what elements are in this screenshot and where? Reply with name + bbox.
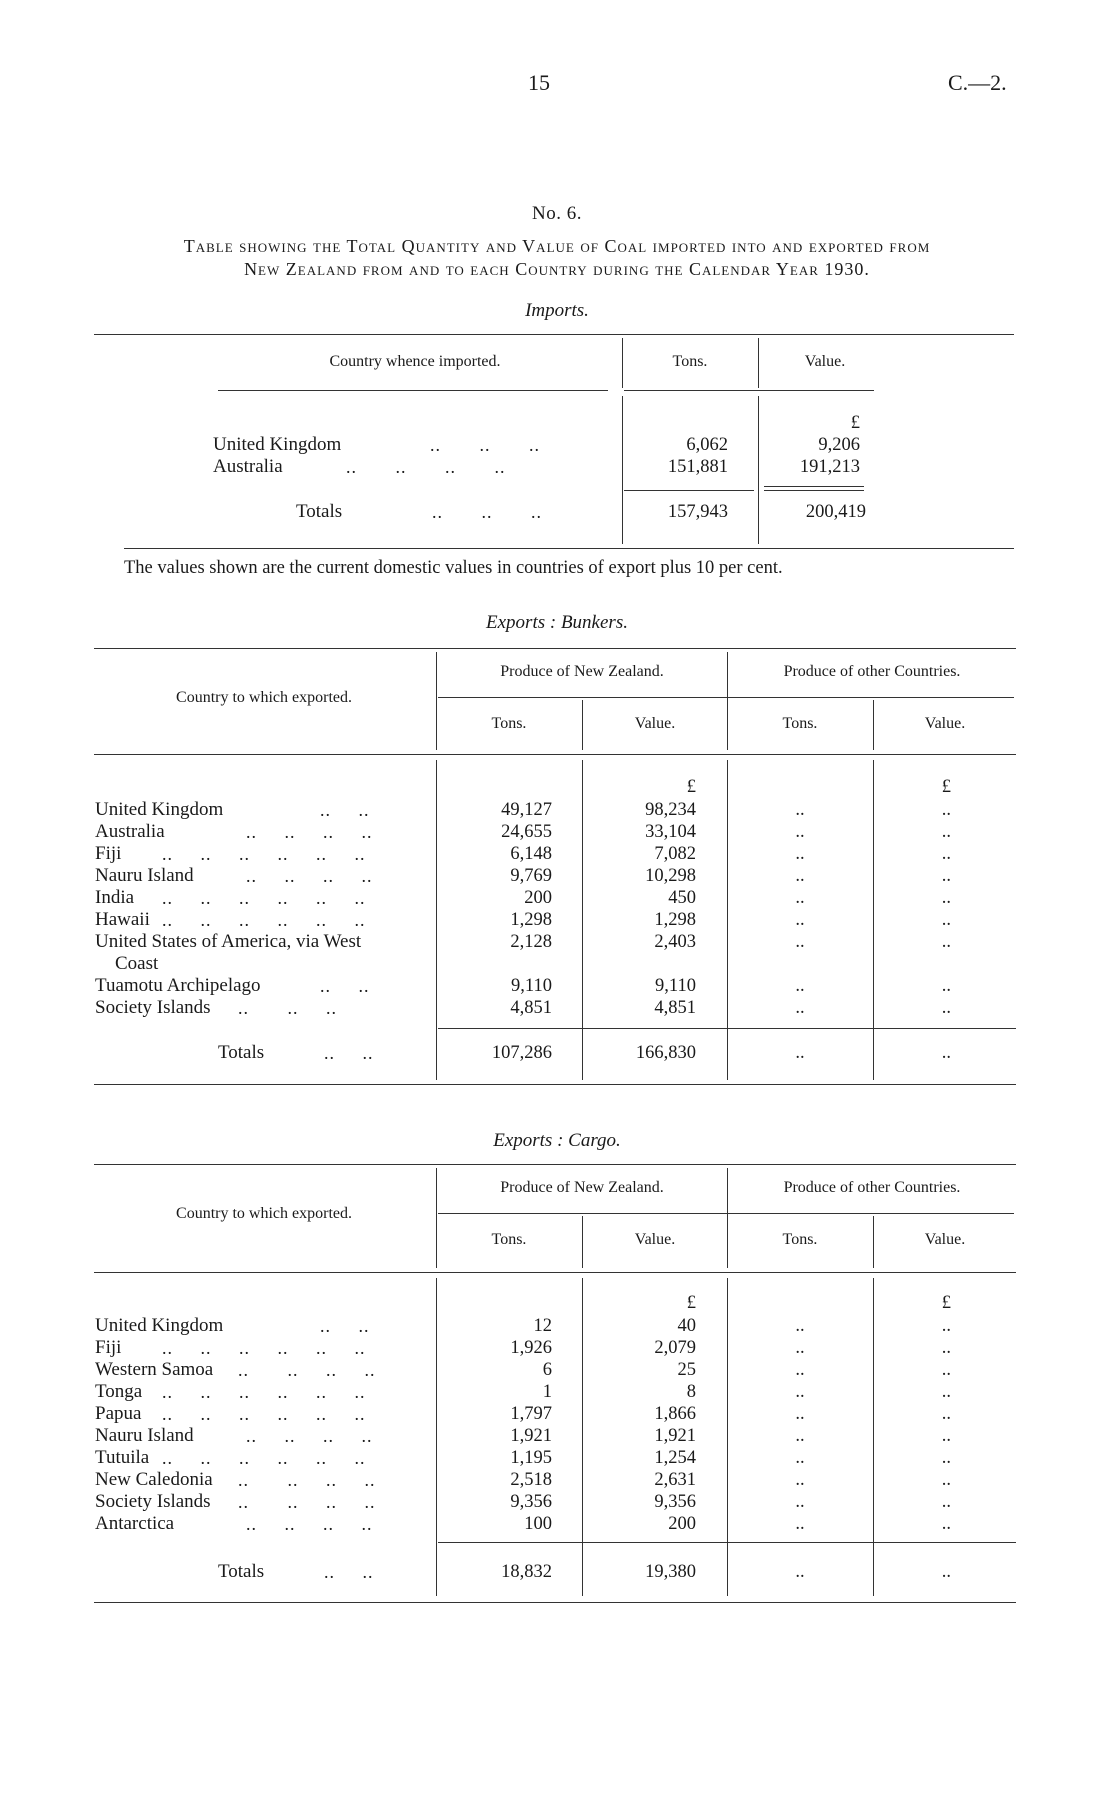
cargo-row-country: Society Islands [95,1491,211,1512]
leader-dots: .. .. .. .. [246,1426,373,1446]
cargo-row-value: 1,921 [654,1426,696,1446]
cargo-unit-nz: £ [686,1293,696,1313]
cargo-totals-label: Totals [218,1561,265,1582]
leader-dots: .. .. [324,1562,374,1582]
bunkers-row-tons: 9,769 [510,866,552,886]
leader-dots: .. .. .. .. .. .. [162,844,366,864]
imports-totals-tons: 157,943 [667,502,728,522]
rule [94,754,1016,755]
cargo-row-value: 40 [677,1316,696,1336]
cargo-row-other-tons: .. [795,1470,805,1490]
cargo-col-nz-tons: Tons. [491,1231,527,1248]
rule [624,390,874,391]
rule [622,396,623,544]
cargo-row-country: Tutuila [95,1447,150,1468]
bunkers-row-other-value: .. [941,976,951,996]
leader-dots: .. .. .. .. .. .. [162,1448,366,1468]
cargo-row-other-tons: .. [795,1360,805,1380]
cargo-row-tons: 12 [533,1316,552,1336]
bunkers-col-other-value: Value. [924,715,966,732]
imports-col-value: Value. [804,353,846,370]
bunkers-row-value: 9,110 [655,976,696,996]
rule [436,1278,437,1596]
imports-row-country: United Kingdom [213,434,342,455]
bunkers-row-other-value: .. [941,800,951,820]
rule [873,1216,874,1268]
imports-row-tons: 6,062 [686,435,728,455]
bunkers-row-value: 450 [668,888,696,908]
rule [94,1602,1016,1603]
rule [758,396,759,544]
cargo-col-other-tons: Tons. [782,1231,818,1248]
cargo-row-value: 2,079 [654,1338,696,1358]
leader-dots: .. .. .. .. [238,1492,376,1512]
rule [624,490,754,491]
bunkers-unit-nz: £ [686,777,696,797]
cargo-row-tons: 9,356 [510,1492,552,1512]
bunkers-row-tons: 4,851 [510,998,552,1018]
bunkers-row-tons: 1,298 [510,910,552,930]
cargo-row-tons: 1,926 [510,1338,552,1358]
cargo-row-other-value: .. [941,1448,951,1468]
cargo-row-value: 2,631 [654,1470,696,1490]
cargo-row-other-tons: .. [795,1492,805,1512]
bunkers-totals-tons: 107,286 [491,1043,552,1063]
cargo-row-tons: 1,797 [510,1404,552,1424]
rule [873,700,874,750]
leader-dots: .. .. [320,976,370,996]
rule [727,760,728,1080]
cargo-row-tons: 6 [542,1360,552,1380]
cargo-row-other-value: .. [941,1360,951,1380]
rule [94,648,1016,649]
cargo-row-other-value: .. [941,1514,951,1534]
bunkers-row-value: 33,104 [645,822,696,842]
rule [94,1272,1016,1273]
bunkers-totals-value: 166,830 [635,1043,696,1063]
bunkers-row-other-tons: .. [795,866,805,886]
bunkers-row-value: 98,234 [645,800,696,820]
cargo-row-other-tons: .. [795,1404,805,1424]
leader-dots: .. .. .. [238,998,337,1018]
cargo-row-country: Antarctica [95,1513,175,1534]
cargo-unit-other: £ [941,1293,951,1313]
rule [764,490,864,491]
bunkers-row-tons: 24,655 [501,822,552,842]
leader-dots: .. .. .. .. [246,1514,373,1534]
bunkers-row-other-value: .. [941,910,951,930]
title-line-1: Table showing the Total Quantity and Value of Coal imported into and exported from [183,236,931,256]
bunkers-row-tons: 200 [524,888,552,908]
rule [438,1213,1014,1214]
leader-dots: .. .. .. .. .. .. [162,1404,366,1424]
leader-dots: .. .. [320,1316,370,1336]
leader-dots: .. .. [320,800,370,820]
cargo-row-other-value: .. [941,1470,951,1490]
bunkers-col-nz-tons: Tons. [491,715,527,732]
cargo-totals-other-value: .. [941,1562,951,1582]
bunkers-row-other-value: .. [941,932,951,952]
cargo-row-tons: 1,921 [510,1426,552,1446]
bunkers-row-other-value: .. [941,866,951,886]
bunkers-row-other-tons: .. [795,822,805,842]
bunkers-row-other-value: .. [941,844,951,864]
cargo-row-other-tons: .. [795,1316,805,1336]
rule [436,652,437,750]
bunkers-row-country: Society Islands [95,997,211,1018]
bunkers-row-other-value: .. [941,888,951,908]
cargo-row-other-value: .. [941,1316,951,1336]
cargo-row-tons: 2,518 [510,1470,552,1490]
rule [873,1278,874,1596]
leader-dots: .. .. .. [430,435,540,455]
cargo-row-country: New Caledonia [95,1469,213,1490]
bunkers-totals-label: Totals [218,1042,265,1063]
bunkers-title: Exports : Bunkers. [486,612,628,633]
cargo-row-other-tons: .. [795,1426,805,1446]
rule [436,1168,437,1268]
bunkers-totals-other-value: .. [941,1043,951,1063]
bunkers-row-other-tons: .. [795,932,805,952]
cargo-row-other-value: .. [941,1382,951,1402]
bunkers-group-other: Produce of other Countries. [783,663,961,680]
bunkers-row-country: Fiji [95,843,122,864]
cargo-row-value: 9,356 [654,1492,696,1512]
cargo-totals-other-tons: .. [795,1562,805,1582]
leader-dots: .. .. .. .. .. .. [162,888,366,908]
leader-dots: .. .. .. .. [238,1470,376,1490]
page-number: 15 [528,70,550,95]
cargo-row-value: 200 [668,1514,696,1534]
bunkers-row-other-value: .. [941,998,951,1018]
imports-col-tons: Tons. [672,353,708,370]
bunkers-row-tons: 2,128 [510,932,552,952]
rule [758,338,759,388]
bunkers-row-tons: 6,148 [510,844,552,864]
rule [727,1168,728,1268]
leader-dots: .. .. [324,1043,374,1063]
imports-row-tons: 151,881 [667,457,728,477]
bunkers-group-nz: Produce of New Zealand. [500,663,664,680]
cargo-row-other-value: .. [941,1404,951,1424]
bunkers-row-country: Tuamotu Archipelago [95,975,261,996]
cargo-row-country: Nauru Island [95,1425,194,1446]
cargo-row-other-tons: .. [795,1448,805,1468]
rule [436,760,437,1080]
bunkers-col-nz-value: Value. [634,715,676,732]
table-number: No. 6. [532,203,582,224]
rule [124,548,1014,549]
bunkers-row-country: United States of America, via West [95,931,362,952]
bunkers-col-other-tons: Tons. [782,715,818,732]
imports-totals-value: 200,419 [805,502,866,522]
rule [622,338,623,388]
rule [582,760,583,1080]
cargo-col-country: Country to which exported. [176,1205,352,1222]
cargo-row-tons: 1,195 [510,1448,552,1468]
bunkers-row-other-tons: .. [795,888,805,908]
cargo-row-country: Papua [95,1403,142,1424]
rule [582,1278,583,1596]
cargo-row-other-value: .. [941,1426,951,1446]
leader-dots: .. .. .. .. .. .. [162,1338,366,1358]
cargo-row-country: Tonga [95,1381,143,1402]
imports-unit: £ [850,413,860,433]
leader-dots: .. .. .. .. [246,866,373,886]
cargo-group-other: Produce of other Countries. [783,1179,961,1196]
rule [582,700,583,750]
cargo-row-value: 1,254 [654,1448,696,1468]
bunkers-row-other-tons: .. [795,998,805,1018]
cargo-row-tons: 100 [524,1514,552,1534]
rule [94,1084,1016,1085]
title-line-2: New Zealand from and to each Country during the Calendar Year 1930. [244,259,870,279]
rule [582,1216,583,1268]
bunkers-row-country: Australia [95,821,165,842]
leader-dots: .. .. .. [432,502,542,522]
bunkers-row-tons: 9,110 [511,976,552,996]
bunkers-row-country-cont: Coast [115,953,159,974]
bunkers-row-country: Hawaii [95,909,150,930]
imports-totals-label: Totals [296,501,343,522]
cargo-row-value: 25 [677,1360,696,1380]
cargo-row-other-value: .. [941,1338,951,1358]
imports-col-country: Country whence imported. [329,353,501,370]
rule [94,1164,1016,1165]
cargo-row-other-tons: .. [795,1514,805,1534]
cargo-row-country: Fiji [95,1337,122,1358]
bunkers-row-country: United Kingdom [95,799,224,820]
rule [94,334,1014,335]
bunkers-row-country: Nauru Island [95,865,194,886]
document-reference: C.—2. [948,70,1007,95]
bunkers-row-other-tons: .. [795,800,805,820]
leader-dots: .. .. .. .. [238,1360,376,1380]
bunkers-row-other-tons: .. [795,910,805,930]
cargo-group-nz: Produce of New Zealand. [500,1179,664,1196]
bunkers-row-value: 7,082 [654,844,696,864]
bunkers-row-value: 10,298 [645,866,696,886]
rule [727,1278,728,1596]
imports-title: Imports. [525,300,589,321]
cargo-totals-value: 19,380 [645,1562,696,1582]
bunkers-row-country: India [95,887,135,908]
cargo-row-country: United Kingdom [95,1315,224,1336]
cargo-title: Exports : Cargo. [493,1130,621,1151]
bunkers-row-other-value: .. [941,822,951,842]
rule [727,652,728,750]
bunkers-row-tons: 49,127 [501,800,552,820]
rule [218,390,608,391]
bunkers-row-value: 1,298 [654,910,696,930]
rule [764,486,864,487]
imports-note: The values shown are the current domestic values in countries of export plus 10 per cent. [124,558,783,578]
bunkers-row-value: 4,851 [654,998,696,1018]
cargo-col-other-value: Value. [924,1231,966,1248]
imports-row-value: 191,213 [799,457,860,477]
imports-row-value: 9,206 [818,435,860,455]
bunkers-col-country: Country to which exported. [176,689,352,706]
cargo-row-other-tons: .. [795,1338,805,1358]
bunkers-totals-other-tons: .. [795,1043,805,1063]
bunkers-row-other-tons: .. [795,844,805,864]
cargo-row-tons: 1 [542,1382,552,1402]
cargo-row-country: Western Samoa [95,1359,214,1380]
cargo-row-value: 1,866 [654,1404,696,1424]
rule [438,1542,1016,1543]
cargo-row-value: 8 [686,1382,696,1402]
leader-dots: .. .. .. .. .. .. [162,1382,366,1402]
bunkers-row-other-tons: .. [795,976,805,996]
rule [438,697,1014,698]
leader-dots: .. .. .. .. [246,822,373,842]
imports-row-country: Australia [213,456,283,477]
leader-dots: .. .. .. .. .. .. [162,910,366,930]
cargo-row-other-value: .. [941,1492,951,1512]
leader-dots: .. .. .. .. [346,457,506,477]
cargo-col-nz-value: Value. [634,1231,676,1248]
bunkers-row-value: 2,403 [654,932,696,952]
cargo-row-other-tons: .. [795,1382,805,1402]
rule [873,760,874,1080]
cargo-totals-tons: 18,832 [501,1562,552,1582]
bunkers-unit-other: £ [941,777,951,797]
rule [438,1028,1016,1029]
